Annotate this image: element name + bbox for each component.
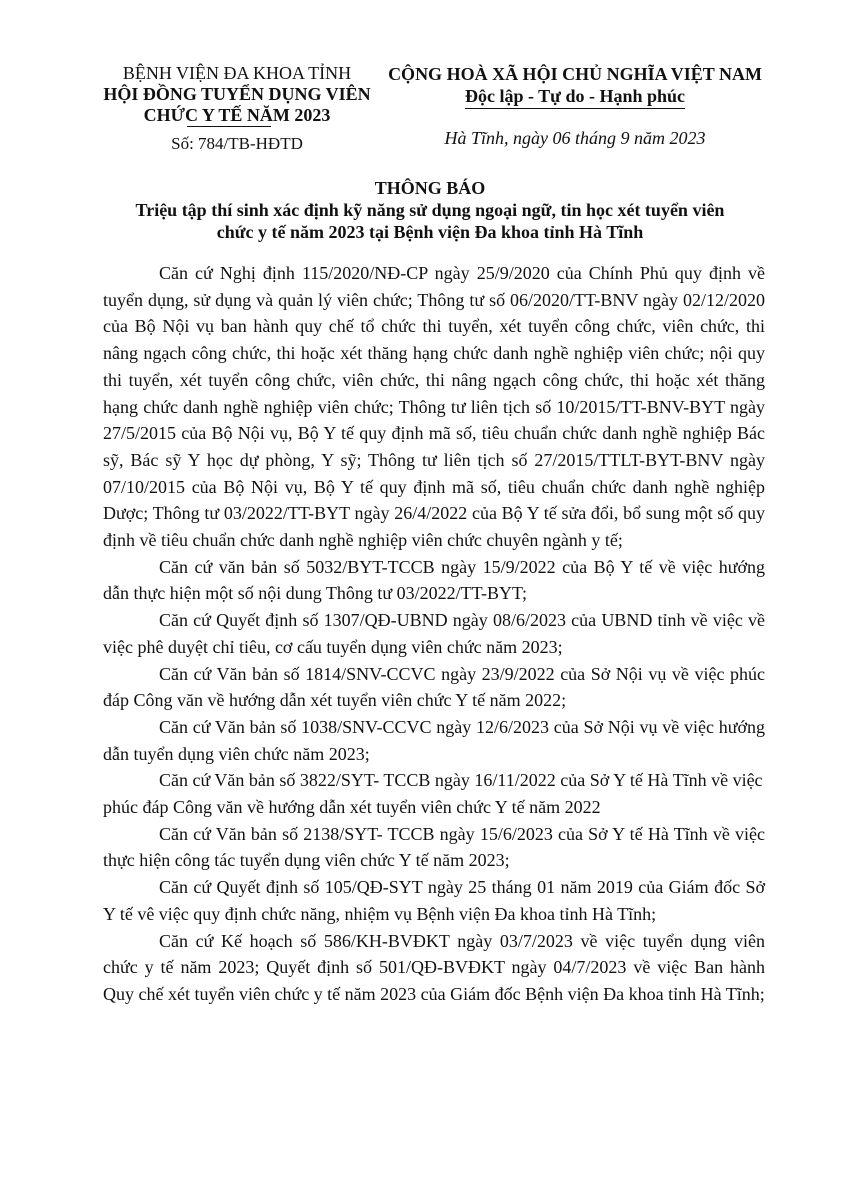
document-subtitle-line2: chức y tế năm 2023 tại Bệnh viện Đa khoa tỉnh Hà Tĩnh — [216, 222, 644, 242]
org-underline-divider — [187, 126, 271, 127]
legal-basis-paragraph: Căn cứ Văn bản số 2138/SYT- TCCB ngày 15/6/2023 của Sở Y tế Hà Tĩnh về việc thực hiện công tác tuyển dụng viên chức Y tế năm 2023; — [103, 823, 765, 871]
org-name-line2: HỘI ĐỒNG TUYỂN DỤNG VIÊN — [103, 84, 371, 104]
legal-basis-paragraph: Căn cứ Văn bản số 1814/SNV-CCVC ngày 23/9/2022 của Sở Nội vụ về việc phúc đáp Công văn về hướng dẫn xét tuyển viên chức Y tế năm 2022; — [103, 663, 765, 711]
document-subtitle-line1: Triệu tập thí sinh xác định kỹ năng sử dụng ngoại ngữ, tin học xét tuyển viên — [135, 200, 725, 220]
org-name-line1: BỆNH VIỆN ĐA KHOA TỈNH — [122, 63, 352, 83]
national-header-block — [365, 63, 785, 149]
legal-basis-paragraph: Căn cứ Kế hoạch số 586/KH-BVĐKT ngày 03/7/2023 về việc tuyển dụng viên chức y tế năm 2023; Quyết định số 501/QĐ-BVĐKT ngày 04/7/2023 về việc Ban hành Quy chế xét tuyển viên chức y tế năm 2023 của Giám đốc Bệnh viện Đa khoa tỉnh Hà Tĩnh; — [103, 930, 765, 1004]
document-heading: THÔNG BÁO — [374, 178, 486, 198]
legal-basis-paragraph: Căn cứ Văn bản số 1038/SNV-CCVC ngày 12/6/2023 của Sở Nội vụ về việc hướng dẫn tuyển dụng viên chức năm 2023; — [103, 716, 765, 764]
org-name-line3: CHỨC Y TẾ NĂM 2023 — [143, 105, 331, 125]
legal-basis-paragraph: Căn cứ Văn bản số 3822/SYT- TCCB ngày 16/11/2022 của Sở Y tế Hà Tĩnh về việc phúc đáp Công văn về hướng dẫn xét tuyển viên chức Y tế năm 2022 — [103, 770, 763, 818]
document-number: Số: 784/TB-HĐTD — [171, 134, 303, 153]
document-title-block — [100, 177, 760, 243]
national-motto: Độc lập - Tự do - Hạnh phúc — [465, 85, 685, 109]
legal-basis-paragraph: Căn cứ Nghị định 115/2020/NĐ-CP ngày 25/9/2020 của Chính Phủ quy định về tuyển dụng, sử dụng và quản lý viên chức; Thông tư số 06/2020/TT-BNV ngày 02/12/2020 của Bộ Nội vụ ban hành quy chế tổ chức thi tuyển, xét tuyển công chức, viên chức, thi nâng ngạch công chức, thi hoặc xét thăng hạng chức danh nghề nghiệp viên chức; nội quy thi tuyển, xét tuyển công chức, viên chức, thi nâng ngạch công chức, thi hoặc xét thăng hạng chức danh nghề nghiệp viên chức; Thông tư liên tịch số 10/2015/TT-BNV-BYT ngày 27/5/2015 của Bộ Nội vụ, Bộ Y tế quy định mã số, tiêu chuẩn chức danh nghề nghiệp Bác sỹ, Bác sỹ Y học dự phòng, Y sỹ; Thông tư liên tịch số 27/2015/TTLT-BYT-BNV ngày 07/10/2015 của Bộ Nội vụ, Bộ Y tế quy định mã số, tiêu chuẩn chức danh nghề nghiệp Dược; Thông tư 03/2022/TT-BYT ngày 26/4/2022 của Bộ Y tế sửa đổi, bổ sung một số quy định về tiêu chuẩn chức danh nghề nghiệp viên chức chuyên ngành y tế; — [103, 263, 765, 551]
issuing-organization-block — [92, 63, 382, 154]
legal-basis-paragraph: Căn cứ Quyết định số 1307/QĐ-UBND ngày 08/6/2023 của UBND tỉnh về việc về việc phê duyệt chỉ tiêu, cơ cấu tuyển dụng viên chức năm 2023; — [103, 610, 765, 657]
nation-name: CỘNG HOÀ XÃ HỘI CHỦ NGHĨA VIỆT NAM — [388, 64, 762, 84]
legal-basis-paragraph: Căn cứ văn bản số 5032/BYT-TCCB ngày 15/9/2022 của Bộ Y tế về việc hướng dẫn thực hiện một số nội dung Thông tư 03/2022/TT-BYT; — [103, 556, 765, 604]
document-body — [103, 260, 765, 1008]
place-and-date: Hà Tĩnh, ngày 06 tháng 9 năm 2023 — [444, 128, 706, 148]
legal-basis-paragraph: Căn cứ Quyết định số 105/QĐ-SYT ngày 25 tháng 01 năm 2019 của Giám đốc Sở Y tế vê việc quy định chức năng, nhiệm vụ Bệnh viện Đa khoa tỉnh Hà Tĩnh; — [103, 877, 765, 924]
